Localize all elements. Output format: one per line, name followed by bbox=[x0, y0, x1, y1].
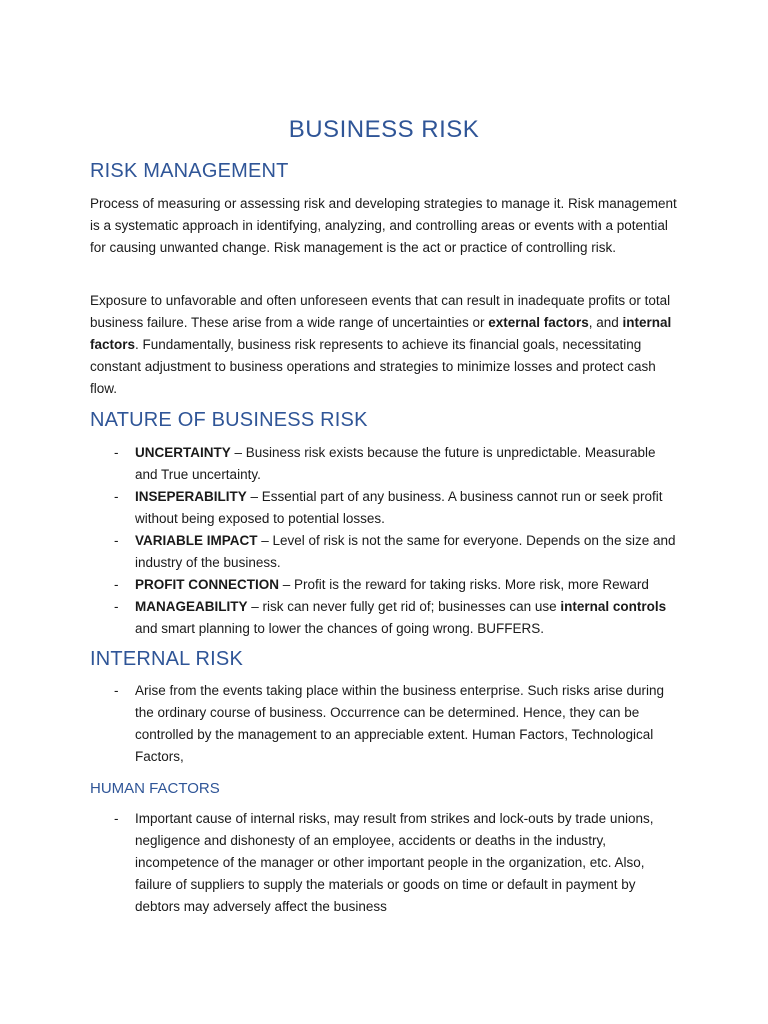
nature-list bbox=[90, 442, 680, 640]
list-item-text: – Business risk exists because the future is unpredictable. Measurable and True uncertainty. bbox=[135, 445, 656, 482]
external-factors-term: external factors bbox=[488, 315, 589, 330]
list-item-term: INSEPERABILITY bbox=[135, 489, 247, 504]
list-item-term: PROFIT CONNECTION bbox=[135, 577, 279, 592]
list-item-text: Arise from the events taking place within the business enterprise. Such risks arise during the ordinary course of business. Occurrence can be determined. Hence, they can be controlled by the management to an appreciable extent. Human Factors, Technological Factors, bbox=[135, 683, 665, 764]
human-factors-list bbox=[90, 808, 680, 918]
exposure-text-d: . Fundamentally, business risk represents to achieve its financial goals, necessitating constant adjustment to business operations and strategies to minimize losses and protect cash flow. bbox=[90, 337, 656, 396]
list-item-text: – Profit is the reward for taking risks. More risk, more Reward bbox=[279, 577, 649, 592]
bullet-dash: - bbox=[114, 445, 119, 460]
internal-controls-term: internal controls bbox=[560, 599, 667, 614]
list-item bbox=[90, 530, 680, 574]
list-item-text: Important cause of internal risks, may result from strikes and lock-outs by trade unions, negligence and dishonesty of an employee, accidents or deaths in the industry, incompetence of the manager or other important people in the organization, etc. Also, failure of suppliers to supply the materials or goods on time or default in payment by debtors may adversely affect the business bbox=[135, 811, 654, 914]
list-item-text: – Essential part of any business. A business cannot run or seek profit without being exposed to potential losses. bbox=[135, 489, 663, 526]
list-item bbox=[90, 574, 680, 596]
bullet-dash: - bbox=[114, 811, 119, 826]
heading-human-factors: HUMAN FACTORS bbox=[90, 780, 220, 797]
internal-factors-term: internal factors bbox=[90, 315, 672, 352]
bullet-dash: - bbox=[114, 683, 119, 698]
bullet-dash: - bbox=[114, 599, 119, 614]
list-item bbox=[90, 486, 680, 530]
exposure-text-a: Exposure to unfavorable and often unforeseen events that can result in inadequate profits or total business failure. These arise from a wide range of uncertainties or bbox=[90, 293, 671, 330]
exposure-paragraph bbox=[90, 290, 680, 400]
bullet-dash: - bbox=[114, 489, 119, 504]
list-item-term: VARIABLE IMPACT bbox=[135, 533, 258, 548]
list-item bbox=[90, 808, 680, 918]
internal-risk-list bbox=[90, 680, 680, 768]
document-title: BUSINESS RISK bbox=[288, 116, 480, 143]
list-item-text: – risk can never fully get rid of; businesses can use bbox=[247, 599, 561, 614]
bullet-dash: - bbox=[114, 533, 119, 548]
list-item-term: UNCERTAINTY bbox=[135, 445, 231, 460]
list-item-text: and smart planning to lower the chances of going wrong. BUFFERS. bbox=[135, 621, 544, 636]
list-item bbox=[90, 442, 680, 486]
bullet-dash: - bbox=[114, 577, 119, 592]
heading-nature-of-business-risk: NATURE OF BUSINESS RISK bbox=[90, 409, 368, 431]
risk-management-paragraph: Process of measuring or assessing risk and developing strategies to manage it. Risk management is a systematic approach in identifying, analyzing, and controlling areas or events with a potential for causing unwanted change. Risk management is the act or practice of controlling risk. bbox=[90, 196, 677, 255]
list-item bbox=[90, 680, 680, 768]
heading-internal-risk: INTERNAL RISK bbox=[90, 648, 244, 670]
exposure-text-c: , and bbox=[588, 315, 623, 330]
heading-risk-management: RISK MANAGEMENT bbox=[90, 160, 289, 182]
list-item-term: MANAGEABILITY bbox=[135, 599, 248, 614]
list-item-text: – Level of risk is not the same for everyone. Depends on the size and industry of the business. bbox=[135, 533, 676, 570]
list-item bbox=[90, 596, 680, 640]
